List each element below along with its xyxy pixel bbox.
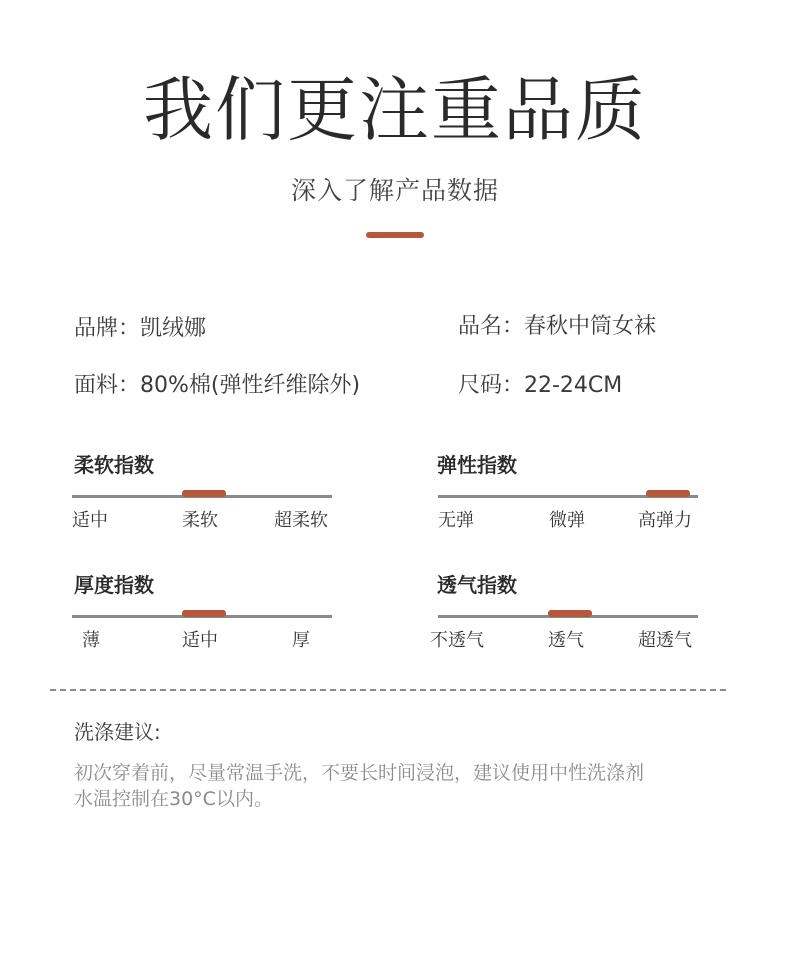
care-instructions	[74, 760, 714, 812]
softness-marker	[182, 490, 226, 497]
softness-level-3: 超柔软	[274, 510, 328, 531]
elasticity-level-3: 高弹力	[638, 510, 692, 531]
softness-level-1: 适中	[72, 510, 108, 531]
breathability-level-1: 不透气	[430, 630, 484, 651]
spec-product-name: 品名：春秋中筒女袜	[458, 314, 657, 339]
softness-index-title: 柔软指数	[74, 453, 154, 477]
thickness-marker	[182, 610, 226, 617]
breathability-index-title: 透气指数	[437, 573, 517, 597]
page-subtitle: 深入了解产品数据	[290, 176, 499, 205]
thickness-index-title: 厚度指数	[74, 573, 154, 597]
care-line-1: 初次穿着前，尽量常温手洗，不要长时间浸泡，建议使用中性洗涤剂	[74, 762, 645, 784]
elasticity-level-1: 无弹	[438, 510, 474, 531]
accent-divider	[366, 232, 424, 238]
spec-size: 尺码：22-24CM	[458, 373, 623, 398]
page-title: 我们更注重品质	[143, 69, 647, 151]
elasticity-index-title: 弹性指数	[437, 453, 517, 477]
breathability-marker	[548, 610, 592, 617]
care-title: 洗涤建议:	[74, 720, 161, 744]
breathability-level-2: 透气	[548, 630, 584, 651]
breathability-level-3: 超透气	[638, 630, 692, 651]
section-divider	[50, 689, 726, 691]
spec-material: 面料：80%棉(弹性纤维除外)	[74, 373, 361, 398]
thickness-level-1: 薄	[82, 630, 100, 651]
softness-level-2: 柔软	[182, 510, 218, 531]
thickness-level-3: 厚	[292, 630, 310, 651]
care-line-2: 水温控制在30°C以内。	[74, 788, 273, 810]
elasticity-marker	[646, 490, 690, 497]
thickness-level-2: 适中	[182, 630, 218, 651]
spec-brand: 品牌：凯绒娜	[74, 316, 207, 341]
elasticity-level-2: 微弹	[549, 510, 585, 531]
